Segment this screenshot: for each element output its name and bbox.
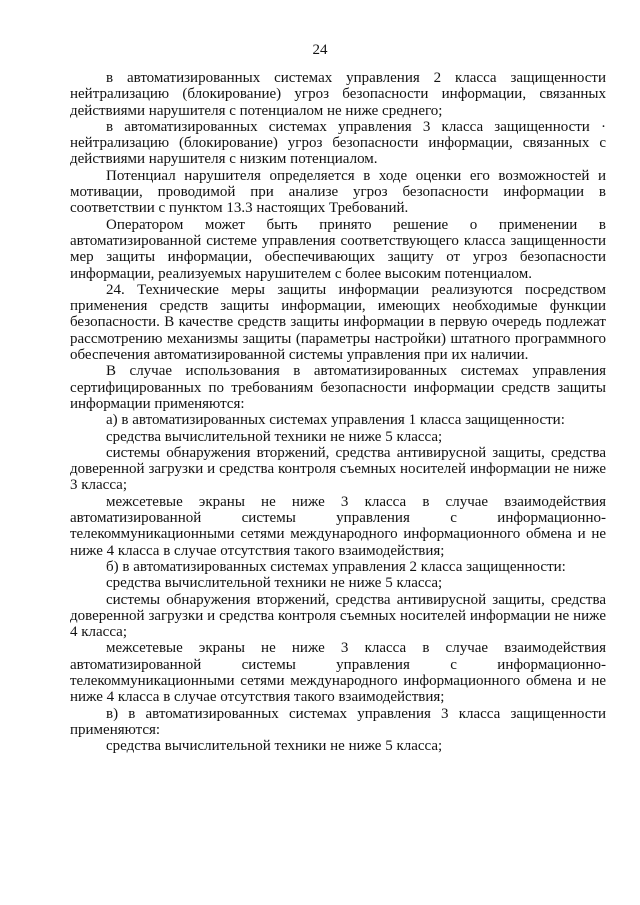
- list-item-a-firewalls: межсетевые экраны не ниже 3 класса в случае взаимодействия автоматизированной системы управления с информационно-телекоммуникационными сетями международного информационного обмена и не ниже 4 класса в случае отсутствия такого взаимодействия;: [70, 493, 606, 559]
- list-item-a-heading: а) в автоматизированных системах управления 1 класса защищенности:: [106, 412, 565, 429]
- list-item-b-heading: б) в автоматизированных системах управления 2 класса защищенности:: [106, 558, 566, 575]
- list-item-b-detection: системы обнаружения вторжений, средства антивирусной защиты, средства доверенной загрузки и средства контроля съемных носителей информации не ниже 4 класса;: [70, 591, 606, 641]
- list-item-a-detection: системы обнаружения вторжений, средства антивирусной защиты, средства доверенной загрузки и средства контроля съемных носителей информации не ниже 3 класса;: [70, 444, 606, 494]
- document-body: [70, 70, 606, 754]
- paragraph-operator-decision: Оператором может быть принято решение о применении в автоматизированной системе управления соответствующего класса защищенности мер защиты информации, обеспечивающих защиту от угроз безопасности информации, реализуемых нарушителем с более высоким потенциалом.: [70, 216, 606, 282]
- paragraph-item-24: 24. Технические меры защиты информации реализуются посредством применения средств защиты информации, имеющих необходимые функции безопасности. В качестве средств защиты информации в первую очередь подлежат рассмотрению механизмы защиты (параметры настройки) штатного программного обеспечения автоматизированной системы управления при их наличии.: [70, 281, 606, 364]
- list-item-c-computing: средства вычислительной техники не ниже 5 класса;: [106, 738, 443, 755]
- list-item-a-computing: средства вычислительной техники не ниже 5 класса;: [106, 428, 443, 445]
- list-item-c-heading: в) в автоматизированных системах управления 3 класса защищенности применяются:: [70, 705, 606, 738]
- paragraph-certified-tools-intro: В случае использования в автоматизированных системах управления сертифицированных по требованиям безопасности информации средств защиты информации применяются:: [70, 363, 606, 412]
- paragraph-intruder-potential: Потенциал нарушителя определяется в ходе оценки его возможностей и мотивации, проводимой при анализе угроз безопасности информации в соответствии с пунктом 13.3 настоящих Требований.: [70, 167, 606, 217]
- list-item-b-firewalls: межсетевые экраны не ниже 3 класса в случае взаимодействия автоматизированной системы управления с информационно-телекоммуникационными сетями международного информационного обмена и не ниже 4 класса в случае отсутствия такого взаимодействия;: [70, 640, 606, 706]
- list-item-b-computing: средства вычислительной техники не ниже 5 класса;: [106, 575, 443, 592]
- paragraph-class2-neutralization: в автоматизированных системах управления 2 класса защищенности нейтрализацию (блокирование) угроз безопасности информации, связанных действиями нарушителя с потенциалом не ниже среднего;: [70, 70, 606, 119]
- paragraph-class3-neutralization: в автоматизированных системах управления 3 класса защищенности · нейтрализацию (блокирование) угроз безопасности информации, связанных с действиями нарушителя с низким потенциалом.: [70, 118, 606, 168]
- page-number: 24: [312, 42, 328, 58]
